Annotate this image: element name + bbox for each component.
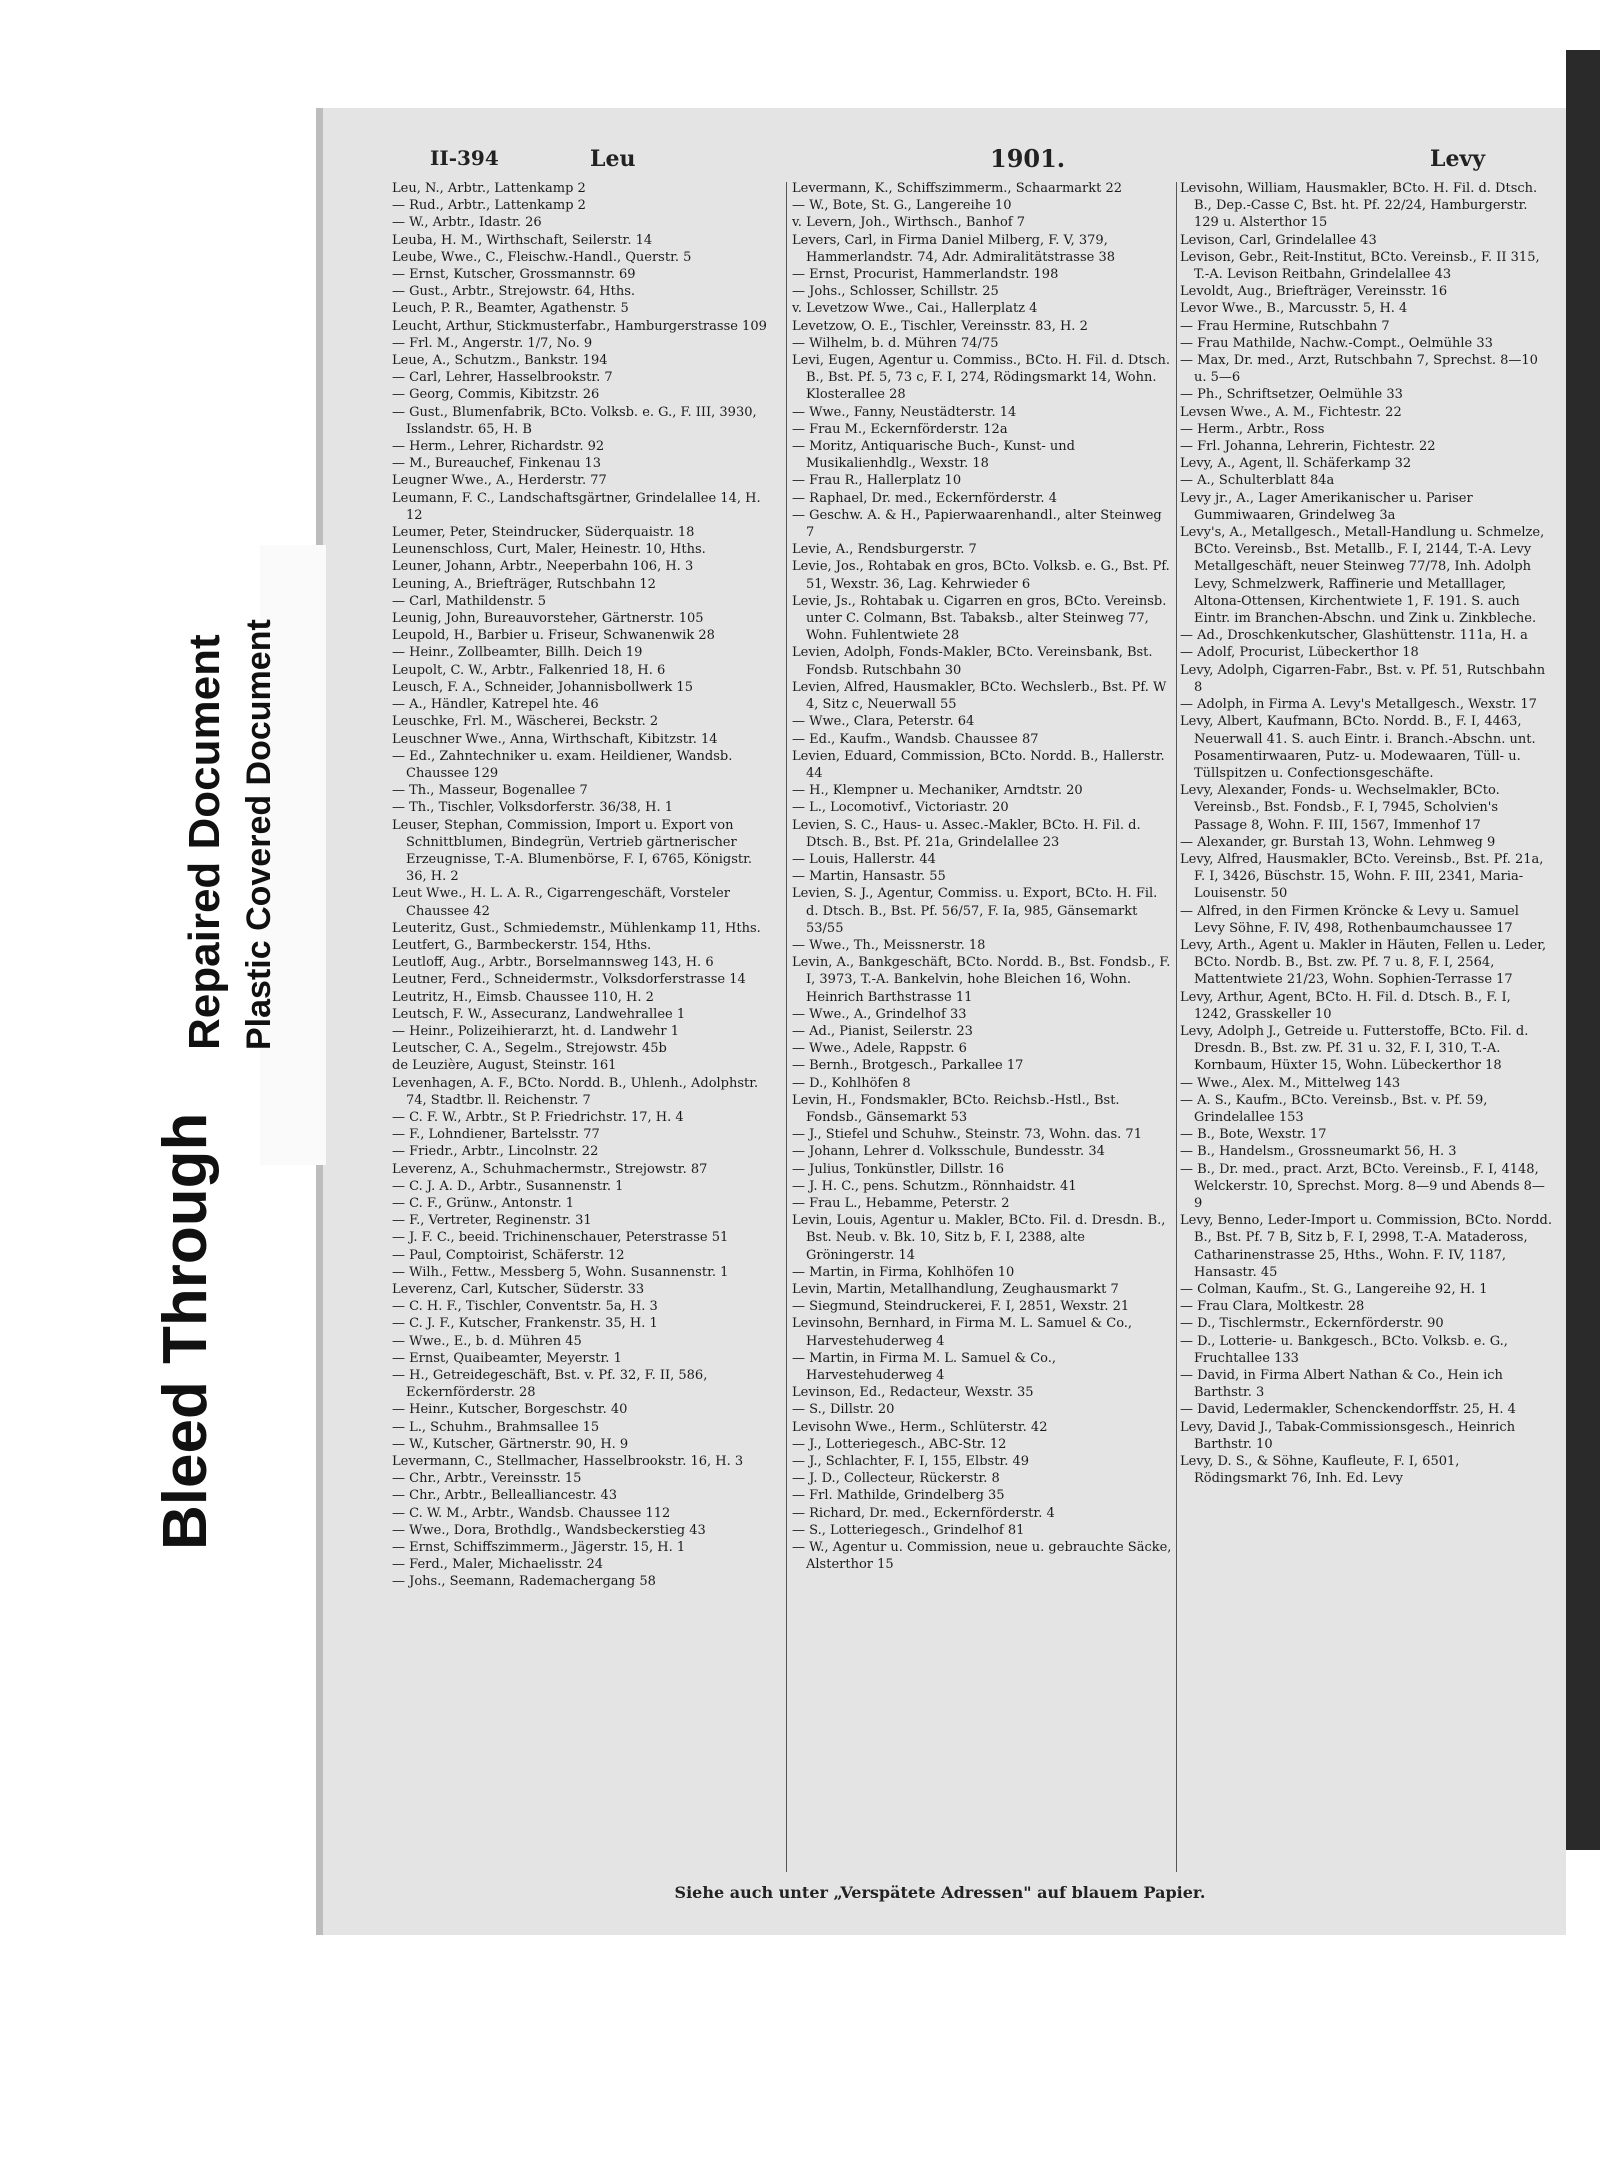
directory-entry: — C. F. W., Arbtr., St P. Friedrichstr. 17, H. 4 <box>392 1109 684 1125</box>
directory-entry: Levor Wwe., B., Marcusstr. 5, H. 4 <box>1180 301 1408 317</box>
directory-entry: Leuser, Stephan, Commission, Import u. Export von Schnittblumen, Bindegrün, Vertrieb gärtnerischer Erzeugnisse, T.-A. Blumenbörse, F. I, 6765, Königstr. 36, H. 2 <box>392 817 753 885</box>
directory-entry: — Frau Hermine, Rutschbahn 7 <box>1180 318 1390 334</box>
directory-entry: — Ernst, Kutscher, Grossmannstr. 69 <box>392 267 636 283</box>
year-heading: 1901. <box>990 144 1066 173</box>
column-divider <box>786 182 787 1872</box>
directory-entry: — J., Schlachter, F. I, 155, Elbstr. 49 <box>792 1454 1030 1470</box>
directory-entry: Leue, A., Schutzm., Bankstr. 194 <box>392 353 608 369</box>
directory-entry: — Wwe., Th., Meissnerstr. 18 <box>792 937 986 953</box>
directory-entry: Leuba, H. M., Wirthschaft, Seilerstr. 14 <box>392 232 653 248</box>
directory-entry: — D., Lotterie- u. Bankgesch., BCto. Volksb. e. G., Fruchtallee 133 <box>1180 1333 1508 1366</box>
directory-entry: — C. J. F., Kutscher, Frankenstr. 35, H. 1 <box>392 1316 658 1332</box>
directory-entry: — Ferd., Maler, Michaelisstr. 24 <box>392 1557 604 1573</box>
directory-entry: Levy, Adolph J., Getreide u. Futterstoffe, BCto. Fil. d. Dresdn. B., Bst. zw. Pf. 31 u. 32, F. I, 310, T.-A. Kornbaum, Hüxter 15, Wohn. Lübeckerthor 18 <box>1180 1023 1529 1074</box>
directory-entry: — A., Schulterblatt 84a <box>1180 473 1335 489</box>
directory-entry: — Frau L., Hebamme, Peterstr. 2 <box>792 1195 1010 1211</box>
directory-entry: — Bernh., Brotgesch., Parkallee 17 <box>792 1058 1024 1074</box>
directory-entry: — Louis, Hallerstr. 44 <box>792 851 936 867</box>
directory-entry: Leupolt, C. W., Arbtr., Falkenried 18, H. 6 <box>392 662 666 678</box>
column-left <box>392 180 772 1920</box>
directory-entry: — Herm., Arbtr., Ross <box>1180 421 1325 437</box>
left-keyword: Leu <box>590 146 636 172</box>
directory-entry: v. Levetzow Wwe., Cai., Hallerplatz 4 <box>792 301 1038 317</box>
directory-entry: — C. J. A. D., Arbtr., Susannenstr. 1 <box>392 1178 624 1194</box>
directory-entry: — Frau Clara, Moltkestr. 28 <box>1180 1299 1365 1315</box>
directory-entry: — L., Schuhm., Brahmsallee 15 <box>392 1419 600 1435</box>
directory-entry: — Ernst, Quaibeamter, Meyerstr. 1 <box>392 1350 622 1366</box>
directory-entry: — Wwe., Adele, Rappstr. 6 <box>792 1041 967 1057</box>
directory-entry: — Martin, Hansastr. 55 <box>792 869 946 885</box>
directory-entry: Levy, Arthur, Agent, BCto. H. Fil. d. Dtsch. B., F. I, 1242, Grasskeller 10 <box>1180 989 1511 1022</box>
directory-entry: — J., Lotteriegesch., ABC-Str. 12 <box>792 1436 1007 1452</box>
directory-entry: — Martin, in Firma, Kohlhöfen 10 <box>792 1264 1015 1280</box>
directory-entry: Leuschner Wwe., Anna, Wirthschaft, Kibitzstr. 14 <box>392 731 718 747</box>
directory-entry: — Frl. Mathilde, Grindelberg 35 <box>792 1488 1005 1504</box>
directory-entry: Leuner, Johann, Arbtr., Neeperbahn 106, H. 3 <box>392 559 694 575</box>
directory-entry: — Geschw. A. & H., Papierwaarenhandl., alter Steinweg 7 <box>792 507 1162 541</box>
directory-entry: — Raphael, Dr. med., Eckernförderstr. 4 <box>792 490 1057 506</box>
directory-entry: — Herm., Lehrer, Richardstr. 92 <box>392 439 605 455</box>
directory-entry: Leutner, Ferd., Schneidermstr., Volksdorferstrasse 14 <box>392 972 746 988</box>
column-divider <box>1176 182 1177 1872</box>
directory-entry: Leut Wwe., H. L. A. R., Cigarrengeschäft, Vorsteler Chaussee 42 <box>392 886 730 919</box>
directory-entry: — Wilhelm, b. d. Mühren 74/75 <box>792 335 999 351</box>
directory-entry: Levinson, Ed., Redacteur, Wexstr. 35 <box>792 1385 1034 1401</box>
right-keyword: Levy <box>1430 146 1486 172</box>
directory-entry: Levy, Albert, Kaufmann, BCto. Nordd. B., F. I, 4463, Neuerwall 41. S. auch Eintr. i. Branch.-Abschn. unt. Posamentirwaaren, Putz- u. Modewaaren, Tüll- u. Tüllspitzen u. Confectionsgeschäfte. <box>1180 714 1536 781</box>
directory-entry: — Wwe., Dora, Brothdlg., Wandsbeckerstieg 43 <box>392 1522 706 1538</box>
directory-entry: Levien, Eduard, Commission, BCto. Nordd. B., Hallerstr. 44 <box>792 748 1165 781</box>
directory-entry: Levie, Jos., Rohtabak en gros, BCto. Volksb. e. G., Bst. Pf. 51, Wexstr. 36, Lag. Kehrwieder 6 <box>792 559 1170 592</box>
directory-entry: Leunenschloss, Curt, Maler, Heinestr. 10, Hths. <box>392 542 706 558</box>
directory-entry: — Alexander, gr. Burstah 13, Wohn. Lehmweg 9 <box>1180 834 1496 850</box>
directory-entry: Levien, S. C., Haus- u. Assec.-Makler, BCto. H. Fil. d. Dtsch. B., Bst. Pf. 21a, Grindelallee 23 <box>792 817 1141 850</box>
directory-entry: Levy, Adolph, Cigarren-Fabr., Bst. v. Pf. 51, Rutschbahn 8 <box>1180 662 1546 695</box>
directory-entry: — Ad., Droschkenkutscher, Glashüttenstr. 111a, H. a <box>1180 628 1528 644</box>
directory-entry: Levisohn, William, Hausmakler, BCto. H. Fil. d. Dtsch. B., Dep.-Casse C, Bst. ht. Pf. 22/24, Hamburgerstr. 129 u. Alsterthor 15 <box>1180 181 1538 231</box>
directory-entry: Levoldt, Aug., Briefträger, Vereinsstr. 16 <box>1180 284 1448 300</box>
directory-entry: — Heinr., Polizeihierarzt, ht. d. Landwehr 1 <box>392 1023 680 1039</box>
directory-entry: — Wilh., Fettw., Messberg 5, Wohn. Susannenstr. 1 <box>392 1264 729 1280</box>
directory-entry: Leube, Wwe., C., Fleischw.-Handl., Querstr. 5 <box>392 249 692 265</box>
directory-entry: — H., Klempner u. Mechaniker, Arndtstr. 20 <box>792 783 1083 799</box>
directory-entry: Leutsch, F. W., Assecuranz, Landwehrallee 1 <box>392 1006 686 1022</box>
directory-entry: — Frau Mathilde, Nachw.-Compt., Oelmühle 33 <box>1180 335 1493 351</box>
directory-entry: — Georg, Commis, Kibitzstr. 26 <box>392 387 600 403</box>
directory-entry: — L., Locomotivf., Victoriastr. 20 <box>792 800 1009 816</box>
directory-entry: Levien, Alfred, Hausmakler, BCto. Wechslerb., Bst. Pf. W 4, Sitz c, Neuerwall 55 <box>792 679 1167 713</box>
directory-entry: — B., Dr. med., pract. Arzt, BCto. Vereinsb., F. I, 4148, Welckerstr. 10, Sprechst. Morg. 8—9 und Abends 8—9 <box>1180 1161 1545 1211</box>
directory-entry: Leupold, H., Barbier u. Friseur, Schwanenwik 28 <box>392 628 715 644</box>
directory-entry: — Carl, Mathildenstr. 5 <box>392 593 547 609</box>
directory-entry: Leucht, Arthur, Stickmusterfabr., Hamburgerstrasse 109 <box>392 318 767 334</box>
directory-entry: — Colman, Kaufm., St. G., Langereihe 92, H. 1 <box>1180 1282 1488 1297</box>
directory-entry: — Chr., Arbtr., Bellealliancestr. 43 <box>392 1488 618 1504</box>
directory-entry: — Wwe., E., b. d. Mühren 45 <box>392 1333 582 1349</box>
directory-entry: Levermann, K., Schiffszimmerm., Schaarmarkt 22 <box>792 181 1123 196</box>
directory-entry: — S., Lotteriegesch., Grindelhof 81 <box>792 1522 1025 1538</box>
directory-entry: Levin, A., Bankgeschäft, BCto. Nordd. B., Bst. Fondsb., F. I, 3973, T.-A. Bankelvin, hohe Bleichen 16, Wohn. Heinrich Barthstrasse 11 <box>792 955 1171 1005</box>
directory-entry: Levinsohn, Bernhard, in Firma M. L. Samuel & Co., Harvestehuderweg 4 <box>792 1316 1133 1349</box>
directory-entry: Levie, A., Rendsburgerstr. 7 <box>792 542 977 558</box>
directory-entry: Leumer, Peter, Steindrucker, Süderquaistr. 18 <box>392 525 695 541</box>
directory-entry: — Ad., Pianist, Seilerstr. 23 <box>792 1023 973 1039</box>
directory-entry: — David, Ledermakler, Schenckendorffstr. 25, H. 4 <box>1180 1402 1516 1418</box>
directory-entry: — Ph., Schriftsetzer, Oelmühle 33 <box>1180 387 1403 403</box>
directory-entry: Levin, H., Fondsmakler, BCto. Reichsb.-Hstl., Bst. Fondsb., Gänsemarkt 53 <box>792 1092 1120 1125</box>
directory-entry: — Alfred, in den Firmen Kröncke & Levy u. Samuel Levy Söhne, F. IV, 498, Rothenbaumchaussee 17 <box>1180 903 1519 936</box>
directory-entry: — J. F. C., beeid. Trichinenschauer, Peterstrasse 51 <box>392 1230 729 1246</box>
directory-entry: — C. W. M., Arbtr., Wandsb. Chaussee 112 <box>392 1505 671 1521</box>
directory-entry: — S., Dillstr. 20 <box>792 1402 895 1418</box>
directory-entry: Levermann, C., Stellmacher, Hasselbrookstr. 16, H. 3 <box>392 1454 744 1470</box>
directory-entry: — Max, Dr. med., Arzt, Rutschbahn 7, Sprechst. 8—10 u. 5—6 <box>1180 353 1538 386</box>
directory-entry: — A. S., Kaufm., BCto. Vereinsb., Bst. v. Pf. 59, Grindelallee 153 <box>1180 1092 1488 1125</box>
directory-entry: — David, in Firma Albert Nathan & Co., Hein ich Barthstr. 3 <box>1180 1368 1503 1401</box>
directory-entry: — Ernst, Procurist, Hammerlandstr. 198 <box>792 267 1059 283</box>
directory-entry: — Wwe., Clara, Peterstr. 64 <box>792 714 975 730</box>
directory-entry: — Heinr., Zollbeamter, Billh. Deich 19 <box>392 645 643 661</box>
directory-entry: — Rud., Arbtr., Lattenkamp 2 <box>392 198 586 214</box>
directory-entry: — M., Bureauchef, Finkenau 13 <box>392 456 602 472</box>
directory-entry: Levenhagen, A. F., BCto. Nordd. B., Uhlenh., Adolphstr. 74, Stadtbr. ll. Reichenstr. 7 <box>392 1075 759 1108</box>
directory-entry: Levsen Wwe., A. M., Fichtestr. 22 <box>1180 404 1402 420</box>
directory-entry: Levers, Carl, in Firma Daniel Milberg, F. V, 379, Hammerlandstr. 74, Adr. Admiralitätstrasse 38 <box>792 232 1116 265</box>
directory-entry: Levy, D. S., & Söhne, Kaufleute, F. I, 6501, Rödingsmarkt 76, Inh. Ed. Levy <box>1180 1454 1460 1487</box>
directory-entry: Levetzow, O. E., Tischler, Vereinsstr. 83, H. 2 <box>792 318 1088 334</box>
directory-entry: — Wwe., Fanny, Neustädterstr. 14 <box>792 404 1017 420</box>
directory-entry: — D., Tischlermstr., Eckernförderstr. 90 <box>1180 1316 1444 1332</box>
bleed-through-label: Bleed Through <box>151 1112 220 1550</box>
directory-entry: — F., Lohndiener, Bartelsstr. 77 <box>392 1127 600 1143</box>
directory-entry: Levin, Louis, Agentur u. Makler, BCto. Fil. d. Dresdn. B., Bst. Neub. v. Bk. 10, Sitz b, F. I, 2388, alte Gröningerstr. 14 <box>792 1213 1166 1263</box>
directory-entry: — Chr., Arbtr., Vereinsstr. 15 <box>392 1471 582 1487</box>
directory-entry: — F., Vertreter, Reginenstr. 31 <box>392 1213 592 1229</box>
directory-entry: — H., Getreidegeschäft, Bst. v. Pf. 32, F. II, 586, Eckernförderstr. 28 <box>392 1368 708 1401</box>
directory-entry: v. Levern, Joh., Wirthsch., Banhof 7 <box>792 215 1026 231</box>
directory-entry: — Frl. M., Angerstr. 1/7, No. 9 <box>392 335 593 351</box>
directory-entry: — J. H. C., pens. Schutzm., Rönnhaidstr. 41 <box>792 1178 1077 1194</box>
directory-entry: Leugner Wwe., A., Herderstr. 77 <box>392 473 607 489</box>
directory-entry: Leverenz, Carl, Kutscher, Süderstr. 33 <box>392 1282 645 1297</box>
directory-entry: — Frau R., Hallerplatz 10 <box>792 473 962 489</box>
directory-entry: Leuteritz, Gust., Schmiedemstr., Mühlenkamp 11, Hths. <box>392 920 761 936</box>
directory-entry: Levy's, A., Metallgesch., Metall-Handlung u. Schmelze, BCto. Vereinsb., Bst. Metallb., F. I, 2144, T.-A. Levy Metallgeschäft, neuer Steinweg 77/78, Inh. Adolph Levy, Schmelzwerk, Raffinerie und Metalllager, Altona-Ottensen, Kirchentwiete 1, F. 191. S. auch Eintr. im Branchen-Abschn. und Zink u. Zinkbleche. <box>1180 525 1545 627</box>
repaired-document-label: Repaired Document <box>180 634 229 1050</box>
page-number: II-394 <box>430 146 499 170</box>
directory-entry: — Friedr., Arbtr., Lincolnstr. 22 <box>392 1144 599 1160</box>
directory-entry: — Ed., Zahntechniker u. exam. Heildiener, Wandsb. Chaussee 129 <box>392 748 733 781</box>
directory-entry: Levi, Eugen, Agentur u. Commiss., BCto. H. Fil. d. Dtsch. B., Bst. Pf. 5, 73 c, F. I, 274, Rödingsmarkt 14, Wohn. Klosterallee 28 <box>792 353 1171 403</box>
directory-entry: — Siegmund, Steindruckerei, F. I, 2851, Wexstr. 21 <box>792 1299 1130 1315</box>
directory-entry: — J. D., Collecteur, Rückerstr. 8 <box>792 1471 1000 1487</box>
directory-entry: Levison, Carl, Grindelallee 43 <box>1180 232 1377 248</box>
directory-entry: — W., Bote, St. G., Langereihe 10 <box>792 198 1012 214</box>
directory-entry: Levy, A., Agent, ll. Schäferkamp 32 <box>1180 456 1412 472</box>
directory-entry: — Wwe., A., Grindelhof 33 <box>792 1006 967 1022</box>
directory-entry: — Gust., Blumenfabrik, BCto. Volksb. e. G., F. III, 3930, Isslandstr. 65, H. B <box>392 404 757 437</box>
directory-entry: — Heinr., Kutscher, Borgeschstr. 40 <box>392 1402 628 1418</box>
column-right <box>1180 180 1552 1920</box>
directory-entry: — C. F., Grünw., Antonstr. 1 <box>392 1195 574 1211</box>
directory-entry: — Johs., Seemann, Rademachergang 58 <box>392 1574 656 1590</box>
directory-entry: Levy, David J., Tabak-Commissionsgesch., Heinrich Barthstr. 10 <box>1180 1419 1516 1452</box>
directory-entry: Leutfert, G., Barmbeckerstr. 154, Hths. <box>392 937 652 953</box>
directory-entry: — Carl, Lehrer, Hasselbrookstr. 7 <box>392 370 613 386</box>
page-header <box>430 146 1520 180</box>
directory-entry: — Gust., Arbtr., Strejowstr. 64, Hths. <box>392 284 636 300</box>
directory-entry: — Ernst, Schiffszimmerm., Jägerstr. 15, H. 1 <box>392 1540 686 1556</box>
directory-entry: — Julius, Tonkünstler, Dillstr. 16 <box>792 1161 1005 1177</box>
footnote: Siehe auch unter „Verspätete Adressen" auf blauem Papier. <box>674 1883 1206 1902</box>
directory-entry: — W., Agentur u. Commission, neue u. gebrauchte Säcke, Alsterthor 15 <box>792 1540 1172 1573</box>
plastic-covered-label: Plastic Covered Document <box>240 619 278 1050</box>
directory-entry: — W., Kutscher, Gärtnerstr. 90, H. 9 <box>392 1436 629 1452</box>
directory-entry: Levy, Arth., Agent u. Makler in Häuten, Fellen u. Leder, BCto. Nordb. B., Bst. zw. Pf. 7 u. 8, F. I, 2564, Mattentwiete 21/23, Wohn. Sophien-Terrasse 17 <box>1180 937 1547 988</box>
directory-entry: Levin, Martin, Metallhandlung, Zeughausmarkt 7 <box>792 1282 1119 1297</box>
directory-entry: — Wwe., Alex. M., Mittelweg 143 <box>1180 1075 1401 1091</box>
directory-entry: Leverenz, A., Schuhmachermstr., Strejowstr. 87 <box>392 1161 708 1177</box>
column-middle <box>792 180 1172 1920</box>
directory-entry: — A., Händler, Katrepel hte. 46 <box>392 697 599 713</box>
directory-entry: Levien, S. J., Agentur, Commiss. u. Export, BCto. H. Fil. d. Dtsch. B., Bst. Pf. 56/57, F. Ia, 985, Gänsemarkt 53/55 <box>792 886 1158 936</box>
directory-entry: Leuch, P. R., Beamter, Agathenstr. 5 <box>392 301 629 317</box>
directory-entry: Leutritz, H., Eimsb. Chaussee 110, H. 2 <box>392 989 654 1005</box>
directory-entry: — Frl. Johanna, Lehrerin, Fichtestr. 22 <box>1180 439 1436 455</box>
directory-entry: — Martin, in Firma M. L. Samuel & Co., Harvestehuderweg 4 <box>792 1350 1057 1384</box>
directory-entry: — D., Kohlhöfen 8 <box>792 1075 911 1091</box>
directory-entry: — Johann, Lehrer d. Volksschule, Bundesstr. 34 <box>792 1144 1105 1160</box>
directory-entry: Leuschke, Frl. M., Wäscherei, Beckstr. 2 <box>392 714 659 730</box>
directory-entry: Leuning, A., Briefträger, Rutschbahn 12 <box>392 576 656 592</box>
directory-entry: — Johs., Schlosser, Schillstr. 25 <box>792 284 999 300</box>
directory-entry: Levy, Alexander, Fonds- u. Wechselmakler, BCto. Vereinsb., Bst. Fondsb., F. I, 7945, Scholvien's Passage 8, Wohn. F. III, 1567, Immenhof 17 <box>1180 783 1500 833</box>
directory-entry: — B., Bote, Wexstr. 17 <box>1180 1127 1327 1143</box>
directory-entry: Leunig, John, Bureauvorsteher, Gärtnerstr. 105 <box>392 611 704 627</box>
directory-entry: Levie, Js., Rohtabak u. Cigarren en gros, BCto. Vereinsb. unter C. Colmann, Bst. Tabaksb., alter Steinweg 77, Wohn. Fuhlentwiete 28 <box>792 593 1167 644</box>
directory-entry: — Th., Masseur, Bogenallee 7 <box>392 783 588 799</box>
directory-entry: Leumann, F. C., Landschaftsgärtner, Grindelallee 14, H. 12 <box>392 490 761 523</box>
directory-entry: — Adolf, Procurist, Lübeckerthor 18 <box>1180 645 1419 661</box>
directory-entry: Leutscher, C. A., Segelm., Strejowstr. 45b <box>392 1041 667 1057</box>
directory-entry: Leutloff, Aug., Arbtr., Borselmannsweg 143, H. 6 <box>392 955 714 971</box>
directory-entry: — Th., Tischler, Volksdorferstr. 36/38, H. 1 <box>392 800 673 816</box>
directory-entry: — Frau M., Eckernförderstr. 12a <box>792 421 1008 437</box>
directory-entry: — C. H. F., Tischler, Conventstr. 5a, H. 3 <box>392 1299 658 1315</box>
scanner-edge-strip <box>1566 50 1600 1850</box>
directory-entry: Levien, Adolph, Fonds-Makler, BCto. Vereinsbank, Bst. Fondsb. Rutschbahn 30 <box>792 645 1153 678</box>
directory-entry: Levison, Gebr., Reit-Institut, BCto. Vereinsb., F. II 315, T.-A. Levison Reitbahn, Grindelallee 43 <box>1180 249 1540 283</box>
directory-entry: — J., Stiefel und Schuhw., Steinstr. 73, Wohn. das. 71 <box>792 1127 1142 1143</box>
directory-entry: — Richard, Dr. med., Eckernförderstr. 4 <box>792 1505 1055 1521</box>
directory-entry: — Ed., Kaufm., Wandsb. Chaussee 87 <box>792 731 1039 747</box>
directory-entry: — W., Arbtr., Idastr. 26 <box>392 215 542 231</box>
directory-entry: Levisohn Wwe., Herm., Schlüterstr. 42 <box>792 1419 1048 1435</box>
directory-entry: Leu, N., Arbtr., Lattenkamp 2 <box>392 181 586 196</box>
directory-entry: Leusch, F. A., Schneider, Johannisbollwerk 15 <box>392 679 693 695</box>
directory-entry: de Leuzière, August, Steinstr. 161 <box>392 1058 617 1074</box>
directory-entry: — Adolph, in Firma A. Levy's Metallgesch., Wexstr. 17 <box>1180 697 1537 713</box>
directory-entry: Levy jr., A., Lager Amerikanischer u. Pariser Gummiwaaren, Grindelweg 3a <box>1180 490 1473 523</box>
directory-entry: Levy, Alfred, Hausmakler, BCto. Vereinsb., Bst. Pf. 21a, F. I, 3426, Büschstr. 15, Wohn. F. III, 2341, Maria-Louisenstr. 50 <box>1180 851 1544 902</box>
directory-entry: Levy, Benno, Leder-Import u. Commission, BCto. Nordd. B., Bst. Pf. 7 B, Sitz b, F. I, 2998, T.-A. Matadeross, Catharinenstrasse 25, Hths., Wohn. F. IV, 1187, Hansastr. 45 <box>1180 1213 1552 1280</box>
directory-entry: — Paul, Comptoirist, Schäferstr. 12 <box>392 1247 625 1263</box>
directory-entry: — Moritz, Antiquarische Buch-, Kunst- und Musikalienhdlg., Wexstr. 18 <box>792 439 1075 472</box>
directory-entry: — B., Handelsm., Grossneumarkt 56, H. 3 <box>1180 1144 1457 1160</box>
